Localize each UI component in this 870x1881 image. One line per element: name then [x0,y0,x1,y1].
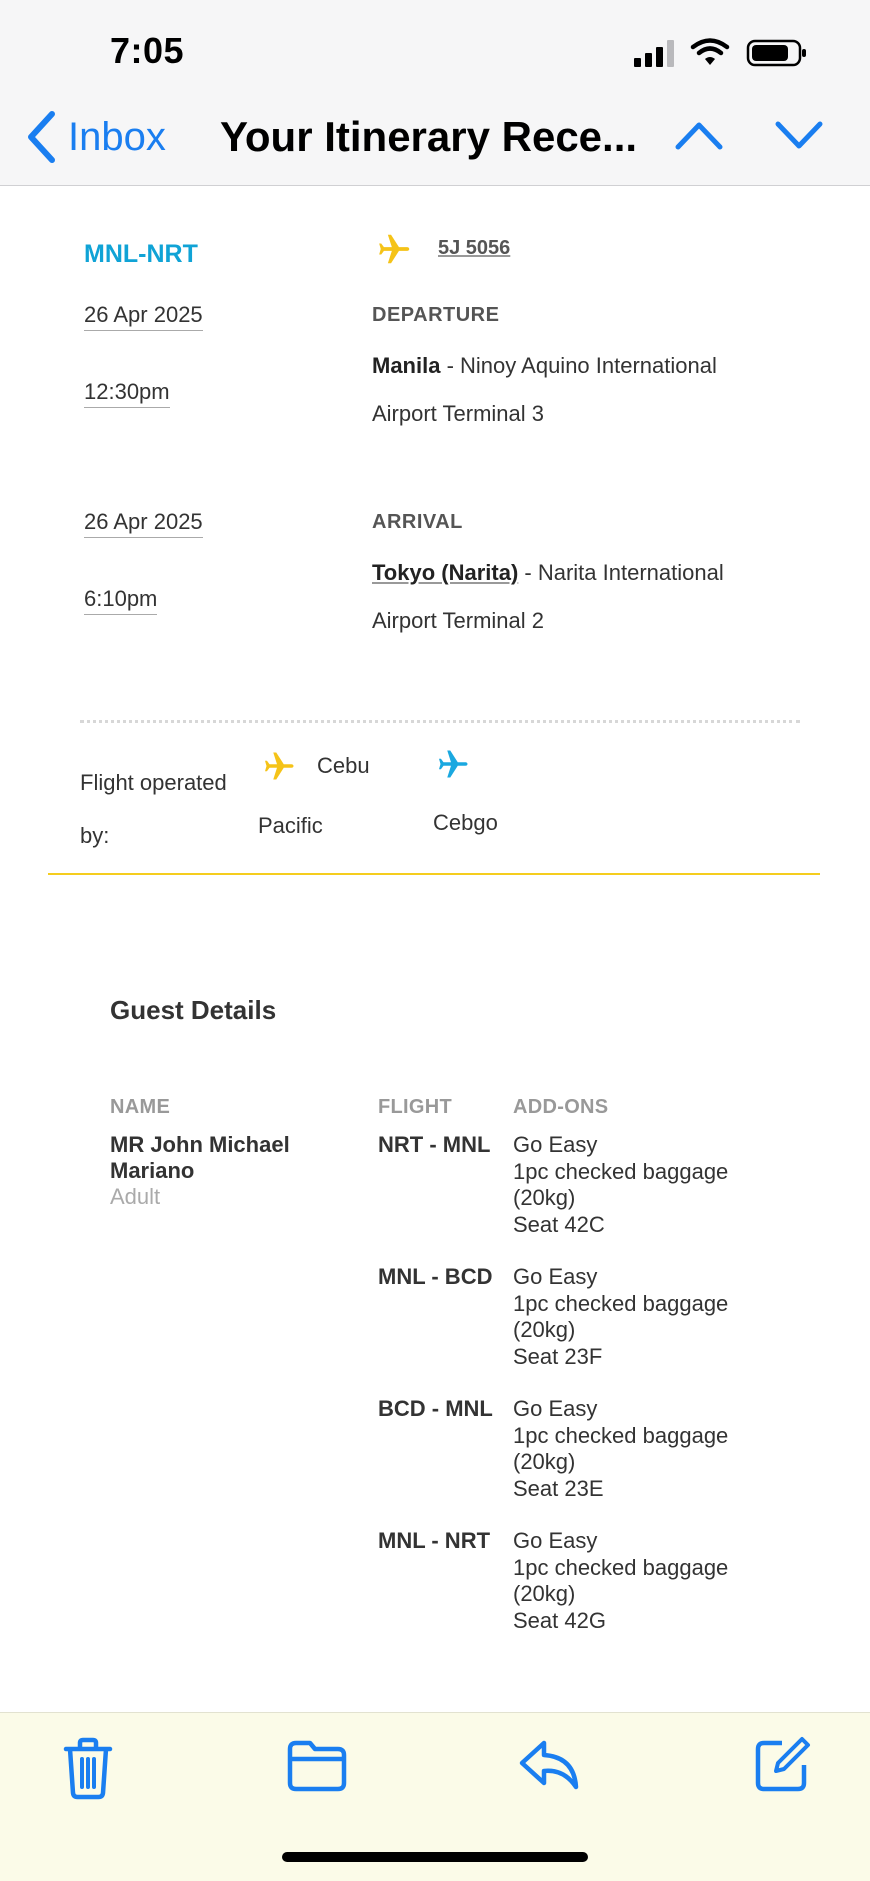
column-header-name: NAME [110,1096,171,1118]
guest-details-heading: Guest Details [110,995,277,1025]
leg-addons [513,1396,773,1502]
operator-cebgo: Cebgo [433,810,498,835]
leg-flight: MNL - NRT [378,1528,491,1553]
departure-time[interactable]: 12:30pm [84,379,170,408]
departure-date[interactable]: 26 Apr 2025 [84,302,203,331]
top-bar [0,0,870,186]
cellular-signal-icon [634,39,674,67]
reply-icon [516,1735,582,1795]
operator-cebu-pacific-line2: Pacific [258,813,323,838]
delete-button[interactable] [58,1735,118,1806]
arrival-city: Tokyo (Narita) [372,560,519,585]
addon-baggage: 1pc checked baggage (20kg) [513,1290,729,1342]
addon-baggage: 1pc checked baggage (20kg) [513,1554,729,1606]
operator-cebu-pacific-line1: Cebu [317,753,370,778]
home-indicator[interactable] [282,1852,588,1862]
guest-name: MR John Michael Mariano [110,1132,290,1183]
addon-baggage: 1pc checked baggage (20kg) [513,1422,729,1474]
column-header-flight: FLIGHT [378,1096,453,1118]
next-message-button[interactable] [774,118,824,157]
arrival-label: ARRIVAL [372,511,463,533]
departure-label: DEPARTURE [372,304,500,326]
departure-city: Manila [372,353,441,378]
battery-icon [746,38,808,68]
addon-seat: Seat 42G [513,1607,606,1633]
leg-flight: NRT - MNL [378,1132,491,1157]
move-to-folder-button[interactable] [284,1735,350,1800]
guest-type: Adult [110,1184,161,1209]
chevron-down-icon [774,118,824,152]
chevron-left-icon [24,110,58,164]
departure-airport-line1: - Ninoy Aquino International [440,353,717,378]
cebu-pacific-airplane-icon [260,748,300,784]
status-icons [634,36,808,70]
column-header-addons: ADD-ONS [513,1096,609,1118]
arrival-time[interactable]: 6:10pm [84,586,157,615]
leg-addons [513,1132,773,1238]
addon-fare: Go Easy [513,1396,598,1421]
leg-flight: BCD - MNL [378,1396,493,1421]
trash-icon [58,1735,118,1801]
wifi-icon [690,38,730,68]
compose-icon [752,1735,812,1795]
airplane-icon [374,230,416,268]
back-to-inbox-button[interactable] [24,110,166,164]
addon-seat: Seat 42C [513,1211,605,1237]
reply-button[interactable] [516,1735,582,1800]
chevron-up-icon [674,118,724,152]
departure-airport-line2: Airport Terminal 3 [372,401,544,426]
folder-icon [284,1735,350,1795]
addon-seat: Seat 23E [513,1475,604,1501]
operated-by-label: Flight operated by: [80,770,227,848]
section-divider-yellow [48,873,820,875]
route-code: MNL-NRT [84,240,198,268]
departure-airport [372,342,812,438]
addon-fare: Go Easy [513,1132,598,1157]
addon-baggage: 1pc checked baggage (20kg) [513,1158,729,1210]
arrival-date[interactable]: 26 Apr 2025 [84,509,203,538]
status-time: 7:05 [110,30,185,71]
addon-fare: Go Easy [513,1264,598,1289]
arrival-airport-line1: - Narita International [518,560,724,585]
flight-number-link[interactable]: 5J 5056 [438,237,511,259]
leg-flight: MNL - BCD [378,1264,493,1289]
email-subject-title: Your Itinerary Rece... [220,113,638,160]
back-label: Inbox [68,114,166,159]
compose-button[interactable] [752,1735,812,1800]
previous-message-button[interactable] [674,118,724,157]
leg-addons [513,1264,773,1370]
leg-addons [513,1528,773,1634]
section-divider [80,720,800,723]
arrival-airport [372,549,812,645]
addon-seat: Seat 23F [513,1343,603,1369]
addon-fare: Go Easy [513,1528,598,1553]
arrival-airport-line2: Airport Terminal 2 [372,608,544,633]
cebgo-airplane-icon [434,746,474,782]
